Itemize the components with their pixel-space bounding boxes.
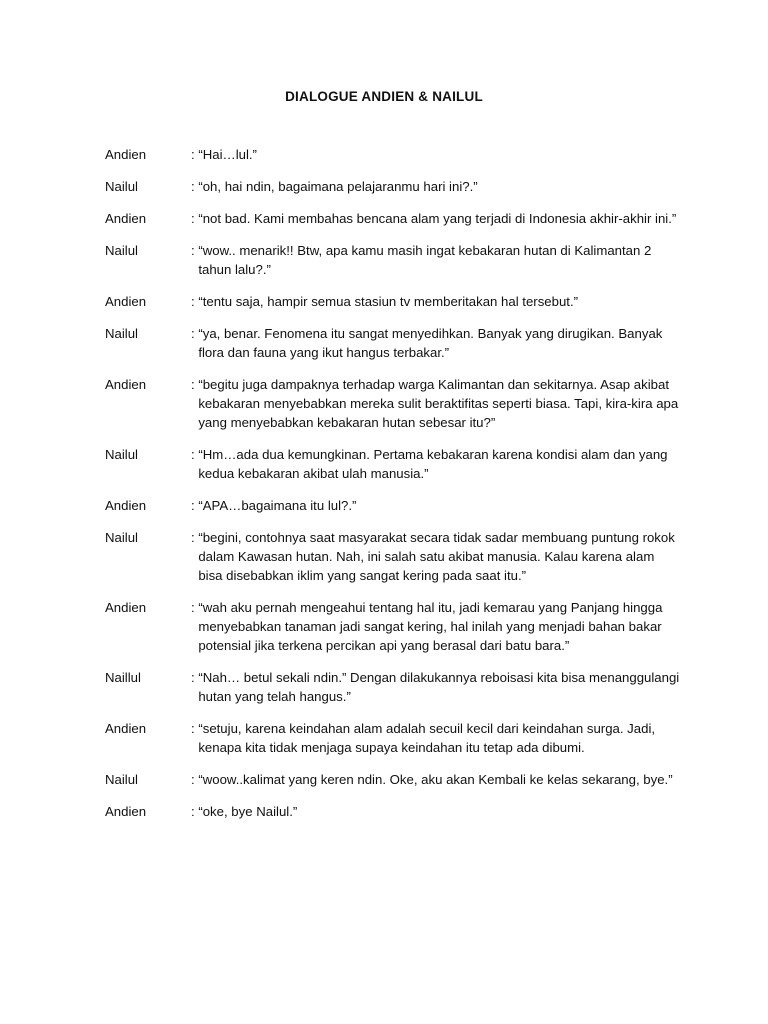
speaker-name: Nailul xyxy=(105,530,138,545)
dialogue-text: “begini, contohnya saat masyarakat secara tidak sadar membuang puntung rokok dalam Kawasan hutan. Nah, ini salah satu akibat manusia. Kalau karena alam bisa disebabkan iklim yang sangat kering pada saat itu.” xyxy=(198,530,675,583)
dialogue-line xyxy=(105,375,680,432)
colon-separator: : xyxy=(191,447,199,462)
dialogue-text: “tentu saja, hampir semua stasiun tv memberitakan hal tersebut.” xyxy=(198,294,579,309)
dialogue-text: “ya, benar. Fenomena itu sangat menyedihkan. Banyak yang dirugikan. Banyak flora dan fauna yang ikut hangus terbakar.” xyxy=(198,326,663,360)
dialogue-line xyxy=(105,598,680,655)
dialogue-line xyxy=(105,668,680,706)
colon-separator: : xyxy=(191,804,199,819)
document-title: DIALOGUE ANDIEN & NAILUL xyxy=(285,89,483,104)
colon-separator: : xyxy=(191,600,199,615)
dialogue-line xyxy=(105,719,680,757)
speaker-name: Andien xyxy=(105,600,147,615)
dialogue-text: “Hm…ada dua kemungkinan. Pertama kebakaran karena kondisi alam dan yang kedua kebakaran akibat ulah manusia.” xyxy=(198,447,668,481)
speaker-name: Nailul xyxy=(105,243,138,258)
colon-separator: : xyxy=(191,326,199,341)
speaker-name: Andien xyxy=(105,147,147,162)
speaker-name: Andien xyxy=(105,294,147,309)
dialogue-text: “APA…bagaimana itu lul?.” xyxy=(198,498,357,513)
dialogue-line xyxy=(105,292,680,311)
colon-separator: : xyxy=(191,377,199,392)
colon-separator: : xyxy=(191,530,199,545)
dialogue-text: “oh, hai ndin, bagaimana pelajaranmu hari ini?.” xyxy=(198,179,478,194)
dialogue-text: “not bad. Kami membahas bencana alam yang terjadi di Indonesia akhir-akhir ini.” xyxy=(198,211,677,226)
colon-separator: : xyxy=(191,211,199,226)
dialogue-list xyxy=(105,145,680,834)
dialogue-text: “begitu juga dampaknya terhadap warga Kalimantan dan sekitarnya. Asap akibat kebakaran menyebabkan mereka sulit beraktifitas seperti biasa. Tapi, kira-kira apa yang menyebabkan kebakaran hutan sebesar itu?” xyxy=(198,377,679,430)
dialogue-text: “Nah… betul sekali ndin.” Dengan dilakukannya reboisasi kita bisa menanggulangi hutan yang telah hangus.” xyxy=(198,670,680,704)
dialogue-text: “woow..kalimat yang keren ndin. Oke, aku akan Kembali ke kelas sekarang, bye.” xyxy=(198,772,673,787)
dialogue-line xyxy=(105,445,680,483)
dialogue-line xyxy=(105,241,680,279)
colon-separator: : xyxy=(191,179,199,194)
dialogue-line xyxy=(105,324,680,362)
speaker-name: Andien xyxy=(105,804,147,819)
speaker-name: Andien xyxy=(105,498,147,513)
dialogue-text: “wah aku pernah mengeahui tentang hal itu, jadi kemarau yang Panjang hingga menyebabkan tanaman jadi sangat kering, hal inilah yang menjadi bahan bakar potensial jika terkena percikan api yang berasal dari batu bara.” xyxy=(198,600,663,653)
speaker-name: Nailul xyxy=(105,326,138,341)
dialogue-text: “oke, bye Nailul.” xyxy=(198,804,298,819)
dialogue-line xyxy=(105,496,680,515)
colon-separator: : xyxy=(191,721,199,736)
speaker-name: Naillul xyxy=(105,670,141,685)
dialogue-line xyxy=(105,177,680,196)
dialogue-text: “Hai…lul.” xyxy=(198,147,257,162)
speaker-name: Nailul xyxy=(105,447,138,462)
colon-separator: : xyxy=(191,147,199,162)
dialogue-line xyxy=(105,209,680,228)
dialogue-line xyxy=(105,145,680,164)
dialogue-line xyxy=(105,802,680,821)
dialogue-line xyxy=(105,528,680,585)
speaker-name: Andien xyxy=(105,721,147,736)
speaker-name: Andien xyxy=(105,377,147,392)
speaker-name: Nailul xyxy=(105,179,138,194)
speaker-name: Nailul xyxy=(105,772,138,787)
dialogue-line xyxy=(105,770,680,789)
colon-separator: : xyxy=(191,772,199,787)
speaker-name: Andien xyxy=(105,211,147,226)
colon-separator: : xyxy=(191,670,199,685)
dialogue-text: “wow.. menarik!! Btw, apa kamu masih ingat kebakaran hutan di Kalimantan 2 tahun lalu?.” xyxy=(198,243,652,277)
colon-separator: : xyxy=(191,294,199,309)
colon-separator: : xyxy=(191,498,199,513)
dialogue-text: “setuju, karena keindahan alam adalah secuil kecil dari keindahan surga. Jadi, kenapa kita tidak menjaga supaya keindahan itu tetap ada dibumi. xyxy=(198,721,656,755)
colon-separator: : xyxy=(191,243,199,258)
